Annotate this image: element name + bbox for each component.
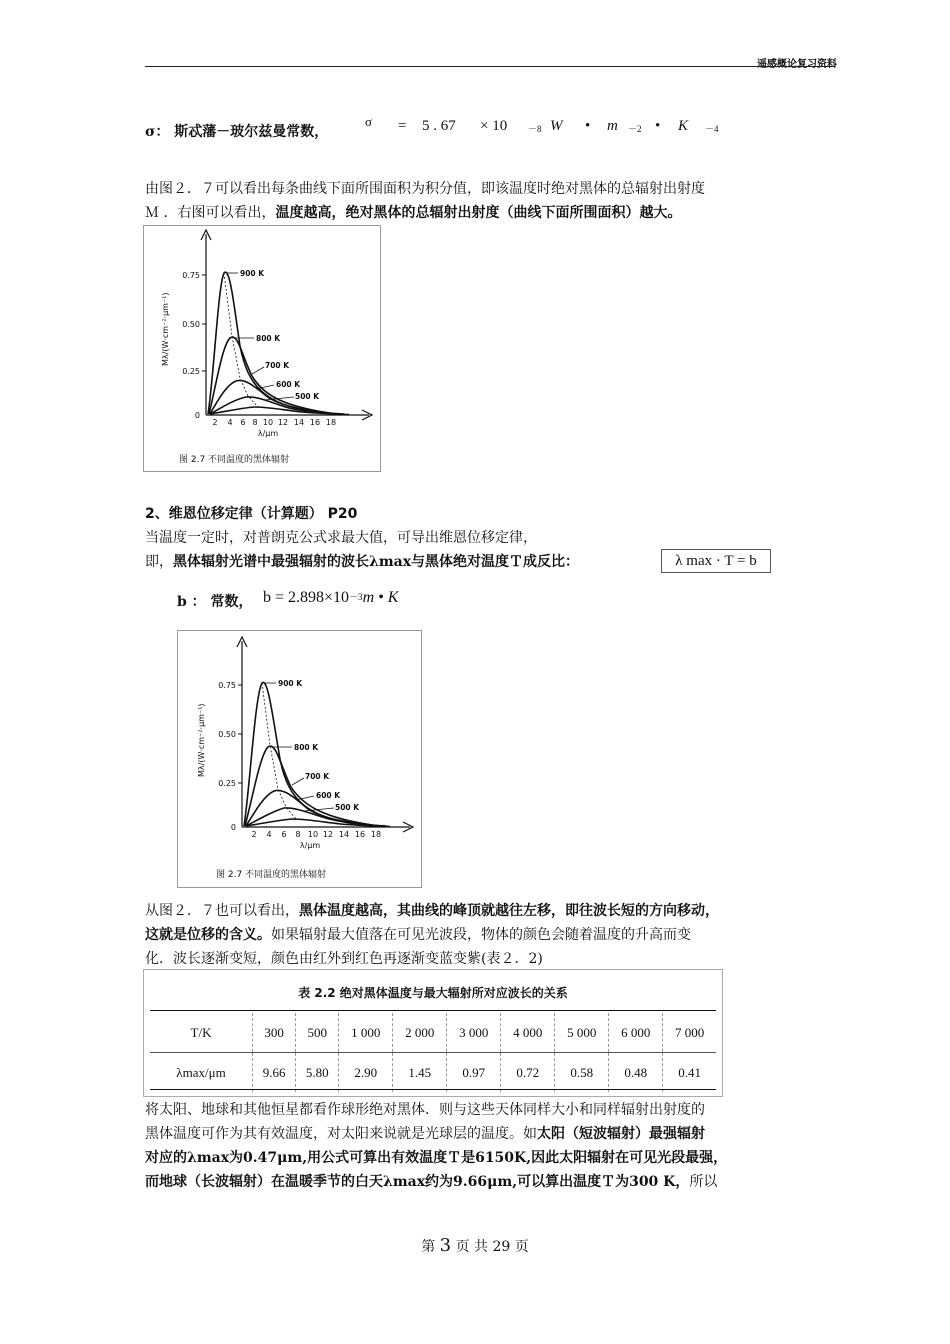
xtick-8: 8 xyxy=(252,418,258,427)
table-cell: 0.41 xyxy=(663,1053,716,1093)
fig2-x-axis-label: λ/μm xyxy=(299,841,321,850)
footer-page-number: 3 xyxy=(439,1235,452,1256)
wien-formula-box: λ max · T = b xyxy=(661,549,771,573)
table-2-2-figure xyxy=(143,969,723,1097)
table-cell: 0.72 xyxy=(501,1053,555,1093)
fig2-xtick-6: 6 xyxy=(281,830,287,839)
para3-line2-bold: 这就是位移的含义。 xyxy=(145,927,271,943)
table-cell: 3 000 xyxy=(447,1013,501,1053)
table-2-2 xyxy=(150,1013,716,1092)
xtick-12: 12 xyxy=(277,418,289,427)
xtick-4: 4 xyxy=(227,418,233,427)
para3-line2-plain: 如果辐射最大值落在可见光波段，物体的颜色会随着温度的升高而变 xyxy=(271,927,691,943)
row-label-temperature: T/K xyxy=(190,1024,212,1040)
ytick-025: 0.25 xyxy=(182,367,200,376)
table-cell: 500 xyxy=(296,1013,339,1053)
table-cell: 2 000 xyxy=(393,1013,447,1053)
para1-line2-bold: 温度越高，绝对黑体的总辐射出射度（曲线下面所围面积）越大。 xyxy=(275,205,682,221)
sigma-exp1: －8 xyxy=(528,124,542,134)
table-cell: 1 000 xyxy=(339,1013,393,1053)
table-row-temperature xyxy=(150,1013,716,1053)
header-title: 遥感概论复习资料 xyxy=(757,59,837,70)
para4-line4 xyxy=(145,1170,717,1194)
fig2-curve-label-800k: 800 K xyxy=(294,743,319,752)
table-cell: 1.45 xyxy=(393,1053,447,1093)
para3-line1-plain: 从图２．７也可以看出， xyxy=(145,903,299,919)
fig2-ytick-050: 0.50 xyxy=(218,730,236,739)
sigma-exp2: －2 xyxy=(628,124,642,134)
sigma-unit-m: m xyxy=(607,118,618,134)
fig2-caption: 图 2.7 不同温度的黑体辐射 xyxy=(216,870,327,880)
table-cell: 6 000 xyxy=(609,1013,663,1053)
table-2-2-title: 表 2.2 绝对黑体温度与最大辐射所对应波长的关系 xyxy=(298,986,568,1000)
y-axis-label: Mλ/(W·cm⁻²·μm⁻¹) xyxy=(161,292,170,366)
table-cell: 7 000 xyxy=(663,1013,716,1053)
table-cell: 9.66 xyxy=(253,1053,296,1093)
b-constant-unit: m • K xyxy=(362,589,399,606)
fig2-curve-label-700k: 700 K xyxy=(305,772,330,781)
sigma-exp3: －4 xyxy=(705,124,719,134)
b-constant-formula xyxy=(263,589,398,607)
xtick-16: 16 xyxy=(309,418,321,427)
para1-line2 xyxy=(145,201,681,225)
fig2-y-axis-label: Mλ/(W·cm⁻²·μm⁻¹) xyxy=(197,703,206,777)
blackbody-chart xyxy=(144,226,380,471)
footer-total-pages: 29 xyxy=(492,1239,511,1255)
figure-caption: 图 2.7 不同温度的黑体辐射 xyxy=(179,455,290,465)
fig2-curve-label-900k: 900 K xyxy=(278,679,303,688)
table-cell: 0.48 xyxy=(609,1053,663,1093)
section2-line1: 当温度一定时，对普朗克公式求最大值，可导出维恩位移定律， xyxy=(145,530,537,546)
table-top-rule xyxy=(150,1010,716,1011)
footer-suffix: 页 xyxy=(514,1239,529,1255)
b-constant-value: b = 2.898×10 xyxy=(263,589,350,606)
sigma-times: × 10 xyxy=(480,118,508,134)
sigma-dot2: • xyxy=(655,118,661,134)
table-cell: 2.90 xyxy=(339,1053,393,1093)
curve-label-900k: 900 K xyxy=(240,269,265,278)
sigma-eq: = xyxy=(398,118,407,134)
fig2-curve-label-500k: 500 K xyxy=(335,803,360,812)
table-cell: 0.97 xyxy=(447,1053,501,1093)
curve-label-500k: 500 K xyxy=(295,392,320,401)
para4-line2-plain: 黑体温度可作为其有效温度，对太阳来说就是光球层的温度。如 xyxy=(145,1126,537,1142)
para1-line2-plain: Ｍ ．右图可以看出， xyxy=(145,205,276,221)
fig2-ytick-075: 0.75 xyxy=(218,681,236,690)
para4-line1: 将太阳、地球和其他恒星都看作球形绝对黑体．则与这些天体同样大小和同样辐射出射度的 xyxy=(145,1102,705,1118)
fig2-curve-label-600k: 600 K xyxy=(316,791,341,800)
xtick-10: 10 xyxy=(262,418,274,427)
fig2-xtick-2: 2 xyxy=(251,830,257,839)
blackbody-chart-2 xyxy=(178,631,421,887)
footer-prefix: 第 xyxy=(421,1239,436,1255)
fig2-ytick-0: 0 xyxy=(230,823,236,832)
row-label-wavelength: λmax/μm xyxy=(176,1064,226,1080)
para4-line4-plain: 所以 xyxy=(689,1174,718,1190)
b-constant-label: b ： 常数， xyxy=(177,594,253,610)
para4-line2 xyxy=(145,1122,705,1146)
page-footer xyxy=(0,1235,950,1256)
b-constant-exp: －3 xyxy=(349,592,363,602)
table-bottom-rule xyxy=(150,1089,716,1090)
table-cell: 5.80 xyxy=(296,1053,339,1093)
para3-line1-bold: 黑体温度越高，其曲线的峰顶就越往左移，即往波长短的方向移动， xyxy=(299,903,719,919)
fig2-xtick-18: 18 xyxy=(370,830,382,839)
fig2-xtick-14: 14 xyxy=(338,830,350,839)
xtick-14: 14 xyxy=(293,418,305,427)
sigma-unit-k: K xyxy=(678,118,689,134)
sigma-value: 5 . 67 xyxy=(422,118,456,134)
fig2-xtick-8: 8 xyxy=(295,830,301,839)
para4-line4-bold: 而地球（长波辐射）在温暖季节的白天λmax约为9.66μm,可以算出温度Ｔ为300 K， xyxy=(145,1174,690,1190)
para4-line3: 对应的λmax为0.47μm,用公式可算出有效温度Ｔ是6150K,因此太阳辐射在可见光段最强， xyxy=(145,1150,728,1166)
curve-label-600k: 600 K xyxy=(276,380,301,389)
sigma-dot1: • xyxy=(585,118,591,134)
fig2-xtick-10: 10 xyxy=(307,830,319,839)
sigma-symbol: σ xyxy=(365,114,373,129)
ytick-0: 0 xyxy=(194,411,200,420)
para3-line3: 化．波长逐渐变短，颜色由红外到红色再逐渐变蓝变紫(表２．2) xyxy=(145,951,543,967)
ytick-075: 0.75 xyxy=(182,271,200,280)
fig2-xtick-16: 16 xyxy=(354,830,366,839)
fig2-xtick-4: 4 xyxy=(266,830,272,839)
fig2-ytick-025: 0.25 xyxy=(218,779,236,788)
table-row-wavelength xyxy=(150,1053,716,1093)
sigma-unit-w: W xyxy=(550,118,563,134)
xtick-18: 18 xyxy=(325,418,337,427)
section2-line2-bold: 黑体辐射光谱中最强辐射的波长λmax与黑体绝对温度Ｔ成反比： xyxy=(173,554,580,570)
curve-label-700k: 700 K xyxy=(265,361,290,370)
header-divider xyxy=(145,66,835,67)
table-cell: 300 xyxy=(253,1013,296,1053)
section2-line2 xyxy=(145,550,579,574)
figure-blackbody-2 xyxy=(177,630,422,888)
para1-line1: 由图２．７可以看出每条曲线下面所围面积为积分值，即该温度时绝对黑体的总辐射出射度 xyxy=(145,181,705,197)
ytick-050: 0.50 xyxy=(182,320,200,329)
fig2-xtick-12: 12 xyxy=(322,830,334,839)
sigma-label: σ： 斯忒藩－玻尔兹曼常数， xyxy=(145,124,329,140)
figure-blackbody-1 xyxy=(143,225,381,472)
curve-label-800k: 800 K xyxy=(256,334,281,343)
footer-middle: 页 共 xyxy=(455,1239,489,1255)
table-cell: 0.58 xyxy=(555,1053,609,1093)
table-cell: 5 000 xyxy=(555,1013,609,1053)
x-axis-label: λ/μm xyxy=(257,429,279,438)
para4-line2-bold: 太阳（短波辐射）最强辐射 xyxy=(537,1126,705,1142)
section2-line2-plain: 即， xyxy=(145,554,173,570)
para3-line2 xyxy=(145,923,691,947)
xtick-6: 6 xyxy=(240,418,246,427)
section2-heading: 2、维恩位移定律（计算题） P20 xyxy=(145,506,358,522)
table-cell: 4 000 xyxy=(501,1013,555,1053)
para3-line1 xyxy=(145,899,719,923)
xtick-2: 2 xyxy=(212,418,218,427)
